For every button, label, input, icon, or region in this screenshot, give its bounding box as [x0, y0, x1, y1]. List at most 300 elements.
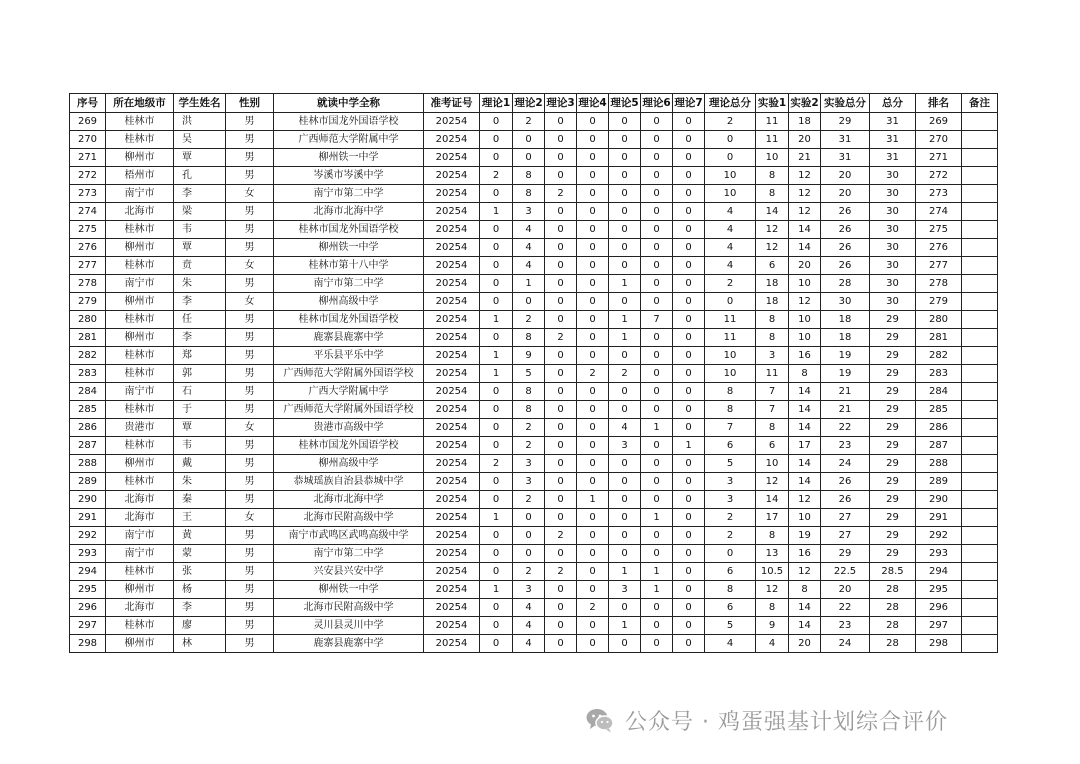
- cell-school: 南宁市第二中学: [274, 545, 424, 563]
- cell-rank: 296: [916, 599, 962, 617]
- cell-total: 29: [870, 527, 916, 545]
- cell-gender: 男: [226, 527, 274, 545]
- cell-rank: 295: [916, 581, 962, 599]
- cell-experiment-1: 18: [756, 275, 789, 293]
- cell-theory-5: 0: [609, 491, 641, 509]
- cell-theory-7: 0: [673, 239, 705, 257]
- cell-remark: [962, 239, 998, 257]
- cell-experiment-total: 18: [821, 329, 870, 347]
- cell-gender: 男: [226, 617, 274, 635]
- table-row: [70, 581, 998, 599]
- cell-school: 柳州高级中学: [274, 293, 424, 311]
- cell-seq: 274: [70, 203, 106, 221]
- cell-total: 30: [870, 293, 916, 311]
- header-cell: 性别: [226, 94, 274, 113]
- cell-total: 29: [870, 383, 916, 401]
- cell-gender: 男: [226, 473, 274, 491]
- cell-remark: [962, 203, 998, 221]
- cell-remark: [962, 401, 998, 419]
- cell-theory-total: 3: [705, 473, 756, 491]
- cell-gender: 男: [226, 365, 274, 383]
- cell-seq: 271: [70, 149, 106, 167]
- cell-exam-id: 20254: [424, 383, 480, 401]
- cell-theory-2: 2: [513, 419, 545, 437]
- table-row: [70, 293, 998, 311]
- cell-theory-3: 0: [545, 473, 577, 491]
- cell-theory-3: 0: [545, 617, 577, 635]
- cell-student-name: 洪: [174, 113, 226, 131]
- cell-theory-3: 0: [545, 293, 577, 311]
- cell-exam-id: 20254: [424, 221, 480, 239]
- cell-city: 南宁市: [106, 527, 174, 545]
- cell-theory-total: 4: [705, 239, 756, 257]
- cell-student-name: 朱: [174, 473, 226, 491]
- cell-theory-2: 4: [513, 257, 545, 275]
- cell-theory-total: 10: [705, 347, 756, 365]
- cell-seq: 270: [70, 131, 106, 149]
- cell-school: 岑溪市岑溪中学: [274, 167, 424, 185]
- cell-experiment-total: 26: [821, 221, 870, 239]
- cell-gender: 男: [226, 347, 274, 365]
- cell-seq: 273: [70, 185, 106, 203]
- cell-student-name: 吴: [174, 131, 226, 149]
- cell-theory-6: 0: [641, 455, 673, 473]
- cell-seq: 297: [70, 617, 106, 635]
- cell-exam-id: 20254: [424, 419, 480, 437]
- cell-city: 桂林市: [106, 113, 174, 131]
- cell-remark: [962, 149, 998, 167]
- cell-theory-total: 11: [705, 311, 756, 329]
- cell-rank: 271: [916, 149, 962, 167]
- header-cell: 理论7: [673, 94, 705, 113]
- cell-rank: 272: [916, 167, 962, 185]
- cell-theory-4: 0: [577, 347, 609, 365]
- cell-rank: 286: [916, 419, 962, 437]
- cell-theory-5: 0: [609, 455, 641, 473]
- cell-theory-1: 1: [480, 311, 513, 329]
- cell-total: 30: [870, 185, 916, 203]
- cell-experiment-1: 8: [756, 167, 789, 185]
- cell-exam-id: 20254: [424, 293, 480, 311]
- table-row: [70, 599, 998, 617]
- cell-gender: 女: [226, 257, 274, 275]
- cell-theory-total: 4: [705, 257, 756, 275]
- table-row: [70, 149, 998, 167]
- cell-theory-1: 0: [480, 599, 513, 617]
- cell-rank: 283: [916, 365, 962, 383]
- cell-total: 28: [870, 617, 916, 635]
- cell-experiment-total: 26: [821, 203, 870, 221]
- cell-city: 桂林市: [106, 617, 174, 635]
- cell-student-name: 蒙: [174, 545, 226, 563]
- cell-experiment-2: 14: [789, 401, 821, 419]
- cell-school: 柳州铁一中学: [274, 581, 424, 599]
- cell-exam-id: 20254: [424, 617, 480, 635]
- cell-theory-5: 0: [609, 149, 641, 167]
- header-cell: 学生姓名: [174, 94, 226, 113]
- cell-gender: 男: [226, 113, 274, 131]
- cell-city: 桂林市: [106, 311, 174, 329]
- cell-theory-5: 3: [609, 437, 641, 455]
- cell-experiment-total: 29: [821, 113, 870, 131]
- cell-theory-4: 0: [577, 383, 609, 401]
- cell-experiment-2: 10: [789, 275, 821, 293]
- cell-student-name: 郭: [174, 365, 226, 383]
- cell-total: 28.5: [870, 563, 916, 581]
- cell-gender: 男: [226, 563, 274, 581]
- header-cell: 实验总分: [821, 94, 870, 113]
- cell-total: 28: [870, 599, 916, 617]
- cell-remark: [962, 419, 998, 437]
- table-row: [70, 527, 998, 545]
- cell-experiment-2: 10: [789, 311, 821, 329]
- cell-seq: 269: [70, 113, 106, 131]
- cell-theory-1: 0: [480, 563, 513, 581]
- cell-experiment-2: 10: [789, 329, 821, 347]
- cell-experiment-2: 21: [789, 149, 821, 167]
- cell-theory-2: 2: [513, 113, 545, 131]
- cell-experiment-total: 31: [821, 149, 870, 167]
- header-cell: 理论4: [577, 94, 609, 113]
- header-cell: 排名: [916, 94, 962, 113]
- cell-theory-5: 1: [609, 563, 641, 581]
- cell-experiment-2: 14: [789, 455, 821, 473]
- cell-gender: 女: [226, 185, 274, 203]
- cell-experiment-total: 22: [821, 599, 870, 617]
- cell-experiment-1: 7: [756, 383, 789, 401]
- cell-theory-1: 2: [480, 455, 513, 473]
- cell-school: 桂林市国龙外国语学校: [274, 221, 424, 239]
- cell-student-name: 韦: [174, 221, 226, 239]
- header-cell: 实验1: [756, 94, 789, 113]
- cell-theory-5: 0: [609, 545, 641, 563]
- cell-remark: [962, 257, 998, 275]
- cell-rank: 276: [916, 239, 962, 257]
- cell-theory-total: 4: [705, 221, 756, 239]
- table-row: [70, 617, 998, 635]
- cell-experiment-2: 14: [789, 419, 821, 437]
- cell-exam-id: 20254: [424, 509, 480, 527]
- cell-theory-3: 0: [545, 455, 577, 473]
- cell-theory-total: 5: [705, 455, 756, 473]
- cell-remark: [962, 365, 998, 383]
- cell-experiment-1: 8: [756, 329, 789, 347]
- cell-student-name: 覃: [174, 419, 226, 437]
- cell-theory-5: 0: [609, 167, 641, 185]
- cell-theory-6: 0: [641, 347, 673, 365]
- wechat-icon: [585, 705, 615, 735]
- header-cell: 序号: [70, 94, 106, 113]
- cell-student-name: 黄: [174, 527, 226, 545]
- cell-theory-6: 0: [641, 383, 673, 401]
- cell-exam-id: 20254: [424, 311, 480, 329]
- cell-experiment-total: 30: [821, 293, 870, 311]
- cell-theory-3: 0: [545, 149, 577, 167]
- cell-experiment-total: 27: [821, 509, 870, 527]
- cell-experiment-1: 12: [756, 221, 789, 239]
- cell-experiment-2: 8: [789, 581, 821, 599]
- cell-rank: 269: [916, 113, 962, 131]
- cell-city: 柳州市: [106, 239, 174, 257]
- cell-school: 北海市北海中学: [274, 491, 424, 509]
- cell-theory-4: 0: [577, 635, 609, 653]
- cell-city: 北海市: [106, 203, 174, 221]
- cell-total: 30: [870, 257, 916, 275]
- cell-experiment-total: 26: [821, 473, 870, 491]
- cell-gender: 女: [226, 509, 274, 527]
- cell-experiment-1: 11: [756, 113, 789, 131]
- cell-seq: 285: [70, 401, 106, 419]
- cell-city: 桂林市: [106, 473, 174, 491]
- cell-theory-total: 0: [705, 545, 756, 563]
- table-row: [70, 329, 998, 347]
- cell-school: 广西师范大学附属外国语学校: [274, 401, 424, 419]
- cell-experiment-2: 12: [789, 185, 821, 203]
- cell-school: 灵川县灵川中学: [274, 617, 424, 635]
- cell-experiment-2: 18: [789, 113, 821, 131]
- cell-theory-2: 2: [513, 491, 545, 509]
- cell-rank: 290: [916, 491, 962, 509]
- cell-city: 南宁市: [106, 185, 174, 203]
- cell-school: 柳州高级中学: [274, 455, 424, 473]
- table-row: [70, 563, 998, 581]
- cell-gender: 男: [226, 221, 274, 239]
- cell-theory-1: 1: [480, 365, 513, 383]
- cell-seq: 287: [70, 437, 106, 455]
- table-row: [70, 419, 998, 437]
- cell-experiment-1: 14: [756, 491, 789, 509]
- cell-experiment-total: 27: [821, 527, 870, 545]
- cell-experiment-2: 20: [789, 635, 821, 653]
- cell-theory-7: 0: [673, 527, 705, 545]
- cell-seq: 281: [70, 329, 106, 347]
- cell-experiment-total: 20: [821, 185, 870, 203]
- header-cell: 理论总分: [705, 94, 756, 113]
- cell-total: 29: [870, 473, 916, 491]
- cell-exam-id: 20254: [424, 635, 480, 653]
- cell-theory-7: 0: [673, 365, 705, 383]
- cell-theory-3: 0: [545, 311, 577, 329]
- cell-theory-4: 0: [577, 563, 609, 581]
- cell-seq: 291: [70, 509, 106, 527]
- cell-student-name: 林: [174, 635, 226, 653]
- cell-theory-5: 0: [609, 383, 641, 401]
- cell-theory-2: 4: [513, 239, 545, 257]
- cell-theory-3: 0: [545, 167, 577, 185]
- cell-seq: 276: [70, 239, 106, 257]
- cell-seq: 292: [70, 527, 106, 545]
- cell-gender: 男: [226, 545, 274, 563]
- cell-school: 桂林市国龙外国语学校: [274, 113, 424, 131]
- cell-theory-total: 0: [705, 293, 756, 311]
- cell-remark: [962, 455, 998, 473]
- table-row: [70, 311, 998, 329]
- cell-theory-4: 0: [577, 293, 609, 311]
- cell-theory-4: 0: [577, 275, 609, 293]
- cell-theory-5: 3: [609, 581, 641, 599]
- cell-theory-7: 0: [673, 383, 705, 401]
- table-row: [70, 545, 998, 563]
- cell-exam-id: 20254: [424, 563, 480, 581]
- cell-theory-6: 0: [641, 257, 673, 275]
- cell-student-name: 李: [174, 185, 226, 203]
- cell-experiment-1: 12: [756, 581, 789, 599]
- cell-theory-3: 0: [545, 383, 577, 401]
- cell-rank: 282: [916, 347, 962, 365]
- cell-gender: 男: [226, 599, 274, 617]
- cell-experiment-2: 10: [789, 509, 821, 527]
- cell-gender: 男: [226, 635, 274, 653]
- cell-school: 南宁市第二中学: [274, 185, 424, 203]
- cell-total: 29: [870, 329, 916, 347]
- cell-school: 桂林市国龙外国语学校: [274, 311, 424, 329]
- cell-theory-1: 0: [480, 635, 513, 653]
- cell-rank: 279: [916, 293, 962, 311]
- cell-theory-5: 0: [609, 293, 641, 311]
- cell-theory-2: 0: [513, 545, 545, 563]
- cell-student-name: 韦: [174, 437, 226, 455]
- watermark: [585, 700, 948, 740]
- cell-theory-7: 0: [673, 275, 705, 293]
- cell-theory-7: 0: [673, 149, 705, 167]
- cell-rank: 274: [916, 203, 962, 221]
- cell-theory-1: 0: [480, 221, 513, 239]
- header-cell: 理论5: [609, 94, 641, 113]
- cell-gender: 男: [226, 437, 274, 455]
- cell-experiment-total: 26: [821, 257, 870, 275]
- cell-theory-total: 2: [705, 113, 756, 131]
- cell-city: 桂林市: [106, 131, 174, 149]
- cell-rank: 294: [916, 563, 962, 581]
- cell-theory-7: 0: [673, 185, 705, 203]
- cell-total: 30: [870, 239, 916, 257]
- cell-seq: 278: [70, 275, 106, 293]
- cell-experiment-total: 19: [821, 347, 870, 365]
- cell-theory-6: 0: [641, 203, 673, 221]
- cell-theory-2: 9: [513, 347, 545, 365]
- cell-theory-3: 0: [545, 113, 577, 131]
- header-cell: 理论2: [513, 94, 545, 113]
- cell-experiment-total: 26: [821, 491, 870, 509]
- cell-school: 北海市民附高级中学: [274, 509, 424, 527]
- cell-theory-7: 0: [673, 401, 705, 419]
- cell-exam-id: 20254: [424, 455, 480, 473]
- cell-theory-6: 0: [641, 527, 673, 545]
- cell-student-name: 覃: [174, 239, 226, 257]
- cell-exam-id: 20254: [424, 581, 480, 599]
- cell-theory-7: 0: [673, 509, 705, 527]
- cell-exam-id: 20254: [424, 473, 480, 491]
- cell-experiment-total: 24: [821, 635, 870, 653]
- cell-theory-6: 0: [641, 473, 673, 491]
- cell-experiment-2: 12: [789, 293, 821, 311]
- cell-theory-5: 0: [609, 113, 641, 131]
- cell-experiment-total: 19: [821, 365, 870, 383]
- cell-rank: 287: [916, 437, 962, 455]
- cell-theory-7: 1: [673, 437, 705, 455]
- cell-total: 29: [870, 509, 916, 527]
- cell-rank: 284: [916, 383, 962, 401]
- cell-rank: 273: [916, 185, 962, 203]
- cell-rank: 281: [916, 329, 962, 347]
- cell-theory-3: 0: [545, 365, 577, 383]
- cell-experiment-1: 17: [756, 509, 789, 527]
- cell-exam-id: 20254: [424, 437, 480, 455]
- cell-theory-6: 0: [641, 635, 673, 653]
- cell-theory-3: 0: [545, 437, 577, 455]
- cell-theory-1: 0: [480, 419, 513, 437]
- cell-theory-4: 0: [577, 455, 609, 473]
- cell-school: 鹿寨县鹿寨中学: [274, 635, 424, 653]
- cell-seq: 298: [70, 635, 106, 653]
- table-row: [70, 185, 998, 203]
- cell-theory-1: 0: [480, 545, 513, 563]
- cell-remark: [962, 491, 998, 509]
- header-row: [70, 94, 998, 113]
- cell-theory-1: 0: [480, 437, 513, 455]
- cell-seq: 283: [70, 365, 106, 383]
- cell-rank: 297: [916, 617, 962, 635]
- cell-experiment-total: 24: [821, 455, 870, 473]
- cell-theory-6: 0: [641, 329, 673, 347]
- cell-remark: [962, 113, 998, 131]
- cell-theory-1: 0: [480, 383, 513, 401]
- cell-theory-5: 0: [609, 347, 641, 365]
- cell-gender: 男: [226, 131, 274, 149]
- cell-city: 北海市: [106, 509, 174, 527]
- cell-experiment-1: 11: [756, 131, 789, 149]
- cell-theory-6: 0: [641, 221, 673, 239]
- cell-theory-7: 0: [673, 221, 705, 239]
- cell-city: 柳州市: [106, 635, 174, 653]
- cell-experiment-1: 8: [756, 527, 789, 545]
- cell-seq: 289: [70, 473, 106, 491]
- cell-seq: 284: [70, 383, 106, 401]
- cell-experiment-2: 19: [789, 527, 821, 545]
- cell-city: 北海市: [106, 491, 174, 509]
- cell-school: 南宁市武鸣区武鸣高级中学: [274, 527, 424, 545]
- cell-gender: 男: [226, 581, 274, 599]
- cell-theory-7: 0: [673, 635, 705, 653]
- cell-theory-1: 0: [480, 185, 513, 203]
- cell-theory-3: 0: [545, 635, 577, 653]
- cell-theory-3: 0: [545, 131, 577, 149]
- cell-theory-3: 0: [545, 419, 577, 437]
- cell-remark: [962, 581, 998, 599]
- cell-theory-5: 0: [609, 257, 641, 275]
- cell-theory-2: 3: [513, 581, 545, 599]
- cell-experiment-1: 9: [756, 617, 789, 635]
- cell-seq: 277: [70, 257, 106, 275]
- cell-experiment-1: 6: [756, 437, 789, 455]
- cell-theory-total: 6: [705, 437, 756, 455]
- cell-rank: 289: [916, 473, 962, 491]
- cell-theory-6: 7: [641, 311, 673, 329]
- cell-remark: [962, 167, 998, 185]
- cell-city: 南宁市: [106, 545, 174, 563]
- cell-theory-5: 2: [609, 365, 641, 383]
- cell-remark: [962, 329, 998, 347]
- cell-experiment-1: 3: [756, 347, 789, 365]
- cell-theory-total: 6: [705, 563, 756, 581]
- cell-theory-1: 0: [480, 473, 513, 491]
- cell-city: 桂林市: [106, 437, 174, 455]
- cell-experiment-total: 29: [821, 545, 870, 563]
- table-row: [70, 365, 998, 383]
- cell-theory-3: 0: [545, 257, 577, 275]
- cell-experiment-total: 22: [821, 419, 870, 437]
- cell-gender: 男: [226, 167, 274, 185]
